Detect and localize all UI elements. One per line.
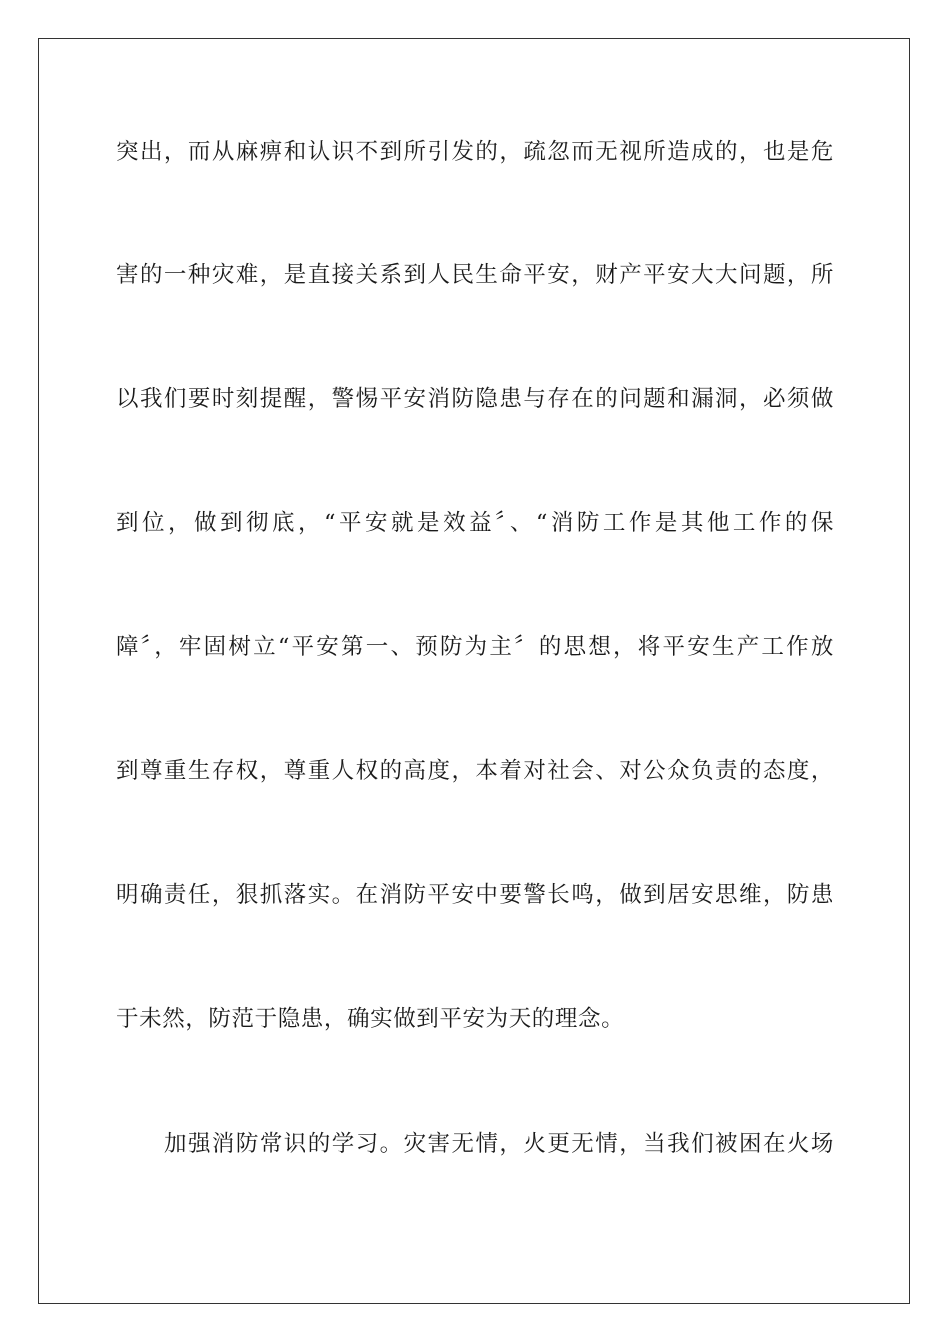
text-line: 明确责任，狠抓落实。在消防平安中要警长鸣，做到居安思维，防患 (116, 882, 834, 908)
text-line: 害的一种灾难，是直接关系到人民生命平安，财产平安大大问题，所 (116, 262, 834, 288)
text-line: 以我们要时刻提醒，警惕平安消防隐患与存在的问题和漏洞，必须做 (116, 386, 834, 412)
text-line: 突出，而从麻痹和认识不到所引发的，疏忽而无视所造成的，也是危 (116, 139, 834, 165)
page-border (38, 38, 910, 1304)
paragraph-first-line: 加强消防常识的学习。灾害无情，火更无情，当我们被困在火场 (164, 1131, 834, 1157)
text-line: 于未然，防范于隐患，确实做到平安为天的理念。 (116, 1006, 625, 1032)
text-line: 到尊重生存权，尊重人权的高度，本着对社会、对公众负责的态度， (116, 758, 834, 784)
text-line: 障〞，牢固树立“平安第一、预防为主〞的思想，将平安生产工作放 (116, 634, 834, 660)
text-line: 到位，做到彻底，“平安就是效益〞、“消防工作是其他工作的保 (116, 510, 834, 536)
